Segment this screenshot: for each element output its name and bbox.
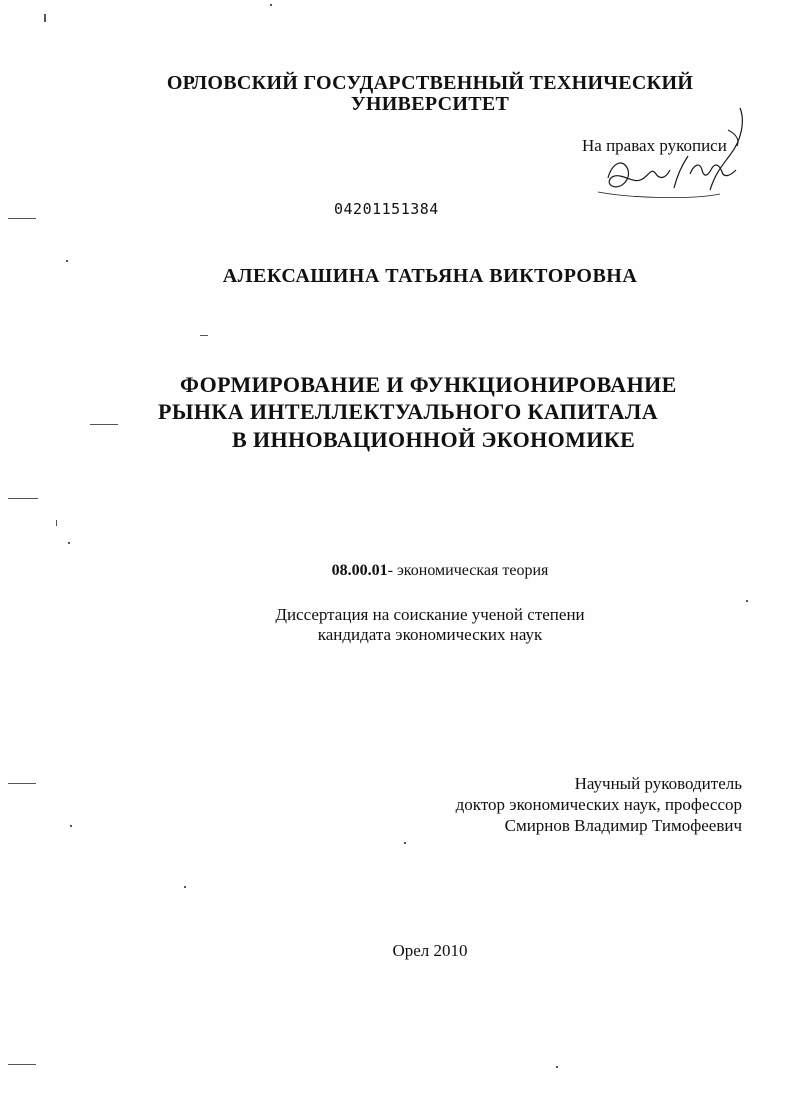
degree-line-2: кандидата экономических наук xyxy=(317,625,543,644)
scan-mark xyxy=(8,218,36,219)
dissertation-title-line-3: В ИННОВАЦИОННОЙ ЭКОНОМИКЕ xyxy=(232,427,636,452)
scan-mark xyxy=(746,600,748,602)
manuscript-rights-note: На правах рукописи xyxy=(582,136,727,155)
scan-mark xyxy=(90,424,118,425)
specialty-code: 08.00.01 xyxy=(331,562,388,579)
author-name: АЛЕКСАШИНА ТАТЬЯНА ВИКТОРОВНА xyxy=(222,265,638,287)
supervisor-degree: доктор экономических наук, профессор xyxy=(455,795,742,814)
scan-mark xyxy=(404,842,406,844)
scan-mark xyxy=(184,886,186,888)
catalog-number: 04201151384 xyxy=(334,200,439,218)
scan-mark xyxy=(66,260,68,262)
specialty xyxy=(150,562,730,580)
scan-mark xyxy=(200,335,208,336)
scan-mark xyxy=(8,498,38,499)
university-name-line-2: УНИВЕРСИТЕТ xyxy=(350,93,510,115)
scan-mark xyxy=(70,825,72,827)
scan-mark xyxy=(44,14,46,22)
city-year: Орел 2010 xyxy=(392,941,468,960)
dissertation-title-line-2: РЫНКА ИНТЕЛЛЕКТУАЛЬНОГО КАПИТАЛА xyxy=(158,399,658,424)
scan-mark xyxy=(8,1064,36,1065)
scan-mark xyxy=(8,783,36,784)
supervisor-label: Научный руководитель xyxy=(574,774,742,793)
scan-mark xyxy=(68,542,70,544)
scan-mark xyxy=(556,1066,558,1068)
scan-mark xyxy=(270,4,272,6)
university-name-line-1: ОРЛОВСКИЙ ГОСУДАРСТВЕННЫЙ ТЕХНИЧЕСКИЙ xyxy=(166,72,694,94)
dissertation-title-line-1: ФОРМИРОВАНИЕ И ФУНКЦИОНИРОВАНИЕ xyxy=(180,372,677,397)
supervisor-name: Смирнов Владимир Тимофеевич xyxy=(504,816,742,835)
handwritten-signature xyxy=(590,100,765,210)
degree-line-1: Диссертация на соискание ученой степени xyxy=(275,605,585,624)
specialty-name: - экономическая теория xyxy=(387,562,549,579)
scan-mark xyxy=(56,520,57,526)
